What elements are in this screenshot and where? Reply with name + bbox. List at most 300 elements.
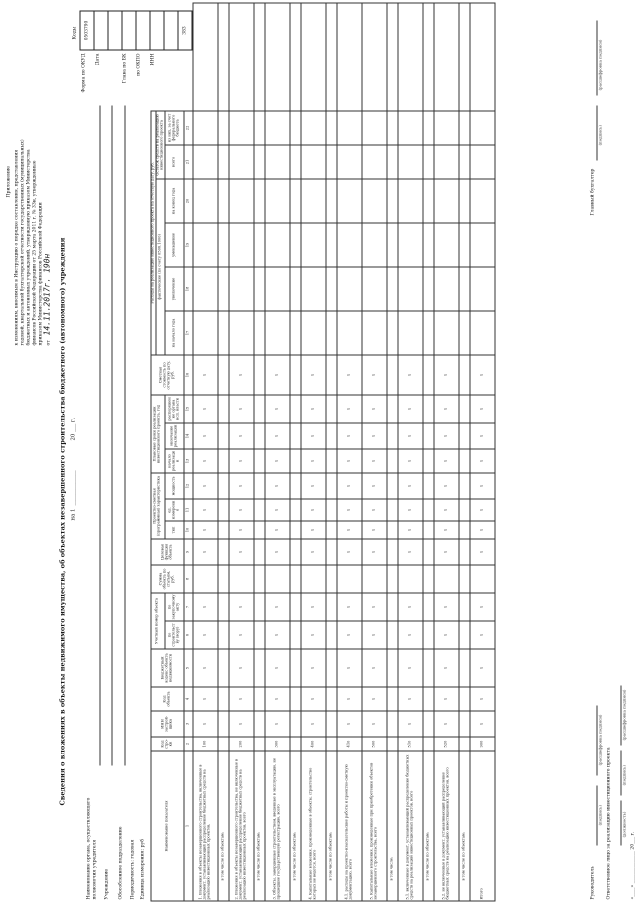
row-value-cell[interactable] (325, 711, 336, 737)
row-value-cell[interactable]: x (300, 499, 325, 521)
row-value-cell[interactable]: x (469, 354, 494, 394)
row-value-cell[interactable] (458, 521, 469, 539)
row-value-cell[interactable] (217, 144, 228, 178)
row-value-cell[interactable]: x (264, 448, 289, 472)
row-value-cell[interactable] (217, 394, 228, 422)
row-value-cell[interactable] (228, 266, 253, 310)
row-value-cell[interactable] (336, 110, 361, 144)
row-value-cell[interactable]: x (361, 472, 386, 498)
row-value-cell[interactable] (253, 621, 264, 649)
row-value-cell[interactable]: x (192, 448, 217, 472)
row-value-cell[interactable] (325, 266, 336, 310)
row-value-cell[interactable] (336, 3, 361, 111)
row-value-cell[interactable] (217, 472, 228, 498)
row-value-cell[interactable] (433, 178, 458, 222)
row-value-cell[interactable] (422, 310, 433, 354)
row-value-cell[interactable]: x (300, 539, 325, 565)
row-value-cell[interactable] (361, 178, 386, 222)
row-value-cell[interactable] (433, 222, 458, 266)
row-value-cell[interactable] (264, 144, 289, 178)
row-value-cell[interactable] (289, 711, 300, 737)
row-value-cell[interactable] (228, 3, 253, 111)
row-value-cell[interactable] (422, 422, 433, 448)
row-value-cell[interactable] (264, 178, 289, 222)
row-value-cell[interactable]: x (361, 687, 386, 711)
row-value-cell[interactable]: x (397, 521, 422, 539)
row-value-cell[interactable]: x (228, 687, 253, 711)
row-value-cell[interactable] (469, 222, 494, 266)
row-value-cell[interactable]: x (469, 649, 494, 687)
row-value-cell[interactable] (289, 687, 300, 711)
row-value-cell[interactable]: x (300, 422, 325, 448)
row-value-cell[interactable] (325, 110, 336, 144)
row-value-cell[interactable] (289, 178, 300, 222)
row-value-cell[interactable] (253, 448, 264, 472)
row-value-cell[interactable]: x (264, 621, 289, 649)
code-value-cell[interactable] (122, 11, 136, 50)
row-value-cell[interactable] (253, 110, 264, 144)
row-value-cell[interactable]: x (336, 521, 361, 539)
row-value-cell[interactable] (422, 649, 433, 687)
row-value-cell[interactable]: x (397, 422, 422, 448)
row-value-cell[interactable] (253, 266, 264, 310)
row-value-cell[interactable] (422, 394, 433, 422)
row-value-cell[interactable] (386, 222, 397, 266)
row-value-cell[interactable]: x (300, 711, 325, 737)
row-value-cell[interactable] (458, 110, 469, 144)
row-value-cell[interactable]: x (228, 422, 253, 448)
row-value-cell[interactable] (253, 310, 264, 354)
row-value-cell[interactable]: x (264, 354, 289, 394)
row-value-cell[interactable]: x (433, 649, 458, 687)
row-value-cell[interactable]: x (228, 711, 253, 737)
row-value-cell[interactable]: x (336, 472, 361, 498)
row-value-cell[interactable] (289, 448, 300, 472)
row-value-cell[interactable] (386, 593, 397, 621)
row-value-cell[interactable]: x (192, 649, 217, 687)
row-value-cell[interactable]: x (336, 621, 361, 649)
row-value-cell[interactable]: x (228, 539, 253, 565)
row-value-cell[interactable] (192, 110, 217, 144)
row-value-cell[interactable]: x (336, 711, 361, 737)
row-value-cell[interactable] (469, 178, 494, 222)
row-value-cell[interactable] (192, 178, 217, 222)
row-value-cell[interactable]: x (469, 448, 494, 472)
row-value-cell[interactable]: x (228, 649, 253, 687)
row-value-cell[interactable] (386, 310, 397, 354)
row-value-cell[interactable]: x (397, 687, 422, 711)
row-value-cell[interactable] (264, 110, 289, 144)
row-value-cell[interactable] (361, 110, 386, 144)
row-value-cell[interactable]: x (336, 499, 361, 521)
row-value-cell[interactable] (325, 310, 336, 354)
row-value-cell[interactable] (325, 422, 336, 448)
row-value-cell[interactable] (469, 565, 494, 593)
row-value-cell[interactable]: x (361, 711, 386, 737)
row-value-cell[interactable] (422, 621, 433, 649)
row-value-cell[interactable] (361, 222, 386, 266)
row-value-cell[interactable] (458, 144, 469, 178)
row-value-cell[interactable]: x (469, 394, 494, 422)
row-value-cell[interactable] (217, 711, 228, 737)
row-value-cell[interactable] (217, 422, 228, 448)
code-value-cell[interactable] (136, 11, 150, 50)
row-value-cell[interactable]: x (336, 593, 361, 621)
row-value-cell[interactable]: x (336, 649, 361, 687)
row-value-cell[interactable] (217, 649, 228, 687)
row-value-cell[interactable] (217, 593, 228, 621)
row-value-cell[interactable] (397, 266, 422, 310)
row-value-cell[interactable] (422, 687, 433, 711)
row-value-cell[interactable]: x (397, 649, 422, 687)
row-value-cell[interactable]: x (228, 499, 253, 521)
row-value-cell[interactable] (192, 266, 217, 310)
row-value-cell[interactable]: x (397, 711, 422, 737)
row-value-cell[interactable]: x (336, 448, 361, 472)
row-value-cell[interactable] (397, 3, 422, 111)
row-value-cell[interactable]: x (397, 354, 422, 394)
row-value-cell[interactable] (217, 448, 228, 472)
row-value-cell[interactable] (228, 110, 253, 144)
row-value-cell[interactable]: x (192, 422, 217, 448)
row-value-cell[interactable] (458, 422, 469, 448)
row-value-cell[interactable]: x (300, 649, 325, 687)
row-value-cell[interactable]: x (433, 448, 458, 472)
row-value-cell[interactable] (386, 178, 397, 222)
row-value-cell[interactable]: x (264, 711, 289, 737)
row-value-cell[interactable] (458, 593, 469, 621)
row-value-cell[interactable] (325, 593, 336, 621)
row-value-cell[interactable] (386, 448, 397, 472)
row-value-cell[interactable]: x (361, 448, 386, 472)
row-value-cell[interactable] (300, 266, 325, 310)
row-value-cell[interactable]: x (336, 539, 361, 565)
row-value-cell[interactable] (458, 178, 469, 222)
row-value-cell[interactable]: x (264, 499, 289, 521)
row-value-cell[interactable] (433, 110, 458, 144)
row-value-cell[interactable] (300, 222, 325, 266)
row-value-cell[interactable] (253, 222, 264, 266)
row-value-cell[interactable] (386, 649, 397, 687)
row-value-cell[interactable]: x (433, 499, 458, 521)
row-value-cell[interactable] (336, 222, 361, 266)
row-value-cell[interactable] (325, 539, 336, 565)
row-value-cell[interactable] (300, 178, 325, 222)
row-value-cell[interactable]: x (361, 539, 386, 565)
row-value-cell[interactable] (217, 621, 228, 649)
row-value-cell[interactable] (433, 565, 458, 593)
row-value-cell[interactable]: x (264, 539, 289, 565)
row-value-cell[interactable]: x (397, 472, 422, 498)
row-value-cell[interactable] (325, 472, 336, 498)
row-value-cell[interactable] (192, 222, 217, 266)
row-value-cell[interactable]: x (300, 472, 325, 498)
row-value-cell[interactable] (458, 621, 469, 649)
row-value-cell[interactable] (300, 310, 325, 354)
row-value-cell[interactable] (253, 499, 264, 521)
row-value-cell[interactable]: x (300, 394, 325, 422)
row-value-cell[interactable]: x (397, 539, 422, 565)
row-value-cell[interactable] (458, 394, 469, 422)
row-value-cell[interactable] (386, 266, 397, 310)
row-value-cell[interactable] (361, 144, 386, 178)
row-value-cell[interactable] (386, 565, 397, 593)
row-value-cell[interactable] (289, 649, 300, 687)
row-value-cell[interactable] (217, 3, 228, 111)
row-value-cell[interactable] (361, 310, 386, 354)
row-value-cell[interactable] (228, 178, 253, 222)
row-value-cell[interactable] (264, 310, 289, 354)
row-value-cell[interactable] (289, 354, 300, 394)
row-value-cell[interactable] (325, 521, 336, 539)
row-value-cell[interactable]: x (228, 394, 253, 422)
row-value-cell[interactable] (253, 422, 264, 448)
row-value-cell[interactable] (289, 422, 300, 448)
row-value-cell[interactable] (253, 472, 264, 498)
row-value-cell[interactable] (458, 499, 469, 521)
header-field-line[interactable] (124, 105, 125, 765)
row-value-cell[interactable]: x (469, 499, 494, 521)
row-value-cell[interactable]: x (361, 649, 386, 687)
row-value-cell[interactable]: x (469, 593, 494, 621)
row-value-cell[interactable] (422, 521, 433, 539)
row-value-cell[interactable] (217, 521, 228, 539)
row-value-cell[interactable] (336, 266, 361, 310)
row-value-cell[interactable]: x (361, 521, 386, 539)
row-value-cell[interactable] (217, 499, 228, 521)
row-value-cell[interactable]: x (433, 593, 458, 621)
row-value-cell[interactable] (253, 354, 264, 394)
row-value-cell[interactable] (361, 565, 386, 593)
row-value-cell[interactable] (386, 621, 397, 649)
row-value-cell[interactable] (422, 593, 433, 621)
row-value-cell[interactable]: x (361, 422, 386, 448)
row-value-cell[interactable] (228, 565, 253, 593)
row-value-cell[interactable]: x (361, 621, 386, 649)
row-value-cell[interactable] (325, 448, 336, 472)
row-value-cell[interactable] (458, 266, 469, 310)
row-value-cell[interactable] (458, 711, 469, 737)
header-field-line[interactable] (99, 105, 100, 765)
row-value-cell[interactable]: x (469, 687, 494, 711)
row-value-cell[interactable]: x (228, 621, 253, 649)
row-value-cell[interactable] (422, 144, 433, 178)
row-value-cell[interactable] (469, 266, 494, 310)
row-value-cell[interactable]: x (300, 621, 325, 649)
row-value-cell[interactable] (422, 711, 433, 737)
row-value-cell[interactable]: x (192, 499, 217, 521)
code-value-cell[interactable] (94, 11, 108, 50)
row-value-cell[interactable] (325, 3, 336, 111)
row-value-cell[interactable] (386, 499, 397, 521)
row-value-cell[interactable] (433, 266, 458, 310)
row-value-cell[interactable] (433, 144, 458, 178)
row-value-cell[interactable]: x (361, 499, 386, 521)
row-value-cell[interactable] (397, 110, 422, 144)
row-value-cell[interactable]: x (300, 354, 325, 394)
row-value-cell[interactable]: x (397, 593, 422, 621)
row-value-cell[interactable] (217, 354, 228, 394)
row-value-cell[interactable] (422, 472, 433, 498)
row-value-cell[interactable] (336, 144, 361, 178)
row-value-cell[interactable] (192, 144, 217, 178)
row-value-cell[interactable] (386, 144, 397, 178)
code-value-cell[interactable]: 383 (178, 11, 192, 50)
row-value-cell[interactable] (289, 521, 300, 539)
row-value-cell[interactable] (228, 144, 253, 178)
row-value-cell[interactable] (458, 3, 469, 111)
row-value-cell[interactable] (289, 499, 300, 521)
row-value-cell[interactable]: x (433, 711, 458, 737)
row-value-cell[interactable]: x (433, 422, 458, 448)
row-value-cell[interactable] (433, 310, 458, 354)
header-field-line[interactable] (111, 105, 112, 765)
row-value-cell[interactable] (336, 178, 361, 222)
row-value-cell[interactable]: x (264, 593, 289, 621)
row-value-cell[interactable] (458, 649, 469, 687)
row-value-cell[interactable]: x (336, 394, 361, 422)
row-value-cell[interactable]: x (228, 593, 253, 621)
row-value-cell[interactable]: x (469, 621, 494, 649)
row-value-cell[interactable] (397, 310, 422, 354)
row-value-cell[interactable] (325, 565, 336, 593)
row-value-cell[interactable]: x (469, 422, 494, 448)
row-value-cell[interactable] (386, 354, 397, 394)
row-value-cell[interactable]: x (192, 621, 217, 649)
row-value-cell[interactable] (253, 565, 264, 593)
row-value-cell[interactable] (289, 222, 300, 266)
row-value-cell[interactable] (253, 539, 264, 565)
row-value-cell[interactable]: x (264, 472, 289, 498)
row-value-cell[interactable] (289, 539, 300, 565)
row-value-cell[interactable] (217, 687, 228, 711)
row-value-cell[interactable] (325, 394, 336, 422)
row-value-cell[interactable] (217, 266, 228, 310)
row-value-cell[interactable]: x (433, 472, 458, 498)
row-value-cell[interactable] (289, 3, 300, 111)
row-value-cell[interactable] (458, 539, 469, 565)
row-value-cell[interactable] (217, 110, 228, 144)
row-value-cell[interactable] (386, 3, 397, 111)
row-value-cell[interactable]: x (336, 687, 361, 711)
row-value-cell[interactable]: x (433, 621, 458, 649)
row-value-cell[interactable] (228, 310, 253, 354)
row-value-cell[interactable]: x (192, 354, 217, 394)
row-value-cell[interactable]: x (192, 539, 217, 565)
code-value-cell[interactable]: 0503790 (80, 11, 94, 50)
row-value-cell[interactable]: x (433, 521, 458, 539)
row-value-cell[interactable] (300, 3, 325, 111)
row-value-cell[interactable] (325, 687, 336, 711)
row-value-cell[interactable] (264, 222, 289, 266)
row-value-cell[interactable] (289, 110, 300, 144)
row-value-cell[interactable] (386, 394, 397, 422)
row-value-cell[interactable] (422, 266, 433, 310)
row-value-cell[interactable] (422, 565, 433, 593)
row-value-cell[interactable] (386, 422, 397, 448)
row-value-cell[interactable] (433, 3, 458, 111)
row-value-cell[interactable] (469, 310, 494, 354)
row-value-cell[interactable] (289, 144, 300, 178)
row-value-cell[interactable] (336, 310, 361, 354)
row-value-cell[interactable]: x (397, 621, 422, 649)
row-value-cell[interactable]: x (192, 593, 217, 621)
row-value-cell[interactable]: x (228, 472, 253, 498)
row-value-cell[interactable]: x (469, 472, 494, 498)
row-value-cell[interactable] (422, 499, 433, 521)
row-value-cell[interactable] (422, 448, 433, 472)
row-value-cell[interactable] (192, 565, 217, 593)
row-value-cell[interactable] (300, 565, 325, 593)
row-value-cell[interactable] (325, 144, 336, 178)
row-value-cell[interactable] (217, 539, 228, 565)
row-value-cell[interactable] (264, 266, 289, 310)
row-value-cell[interactable]: x (192, 472, 217, 498)
row-value-cell[interactable] (397, 144, 422, 178)
row-value-cell[interactable] (397, 222, 422, 266)
row-value-cell[interactable]: x (264, 394, 289, 422)
row-value-cell[interactable]: x (361, 394, 386, 422)
row-value-cell[interactable]: x (228, 448, 253, 472)
row-value-cell[interactable]: x (300, 448, 325, 472)
row-value-cell[interactable]: x (336, 422, 361, 448)
row-value-cell[interactable] (289, 593, 300, 621)
row-value-cell[interactable] (217, 310, 228, 354)
row-value-cell[interactable] (253, 3, 264, 111)
row-value-cell[interactable] (336, 565, 361, 593)
row-value-cell[interactable] (325, 649, 336, 687)
row-value-cell[interactable] (422, 110, 433, 144)
row-value-cell[interactable]: x (469, 539, 494, 565)
row-value-cell[interactable]: x (228, 354, 253, 394)
row-value-cell[interactable] (458, 565, 469, 593)
row-value-cell[interactable] (386, 539, 397, 565)
row-value-cell[interactable] (361, 3, 386, 111)
row-value-cell[interactable]: x (397, 499, 422, 521)
row-value-cell[interactable] (192, 3, 217, 111)
row-value-cell[interactable] (458, 448, 469, 472)
row-value-cell[interactable] (253, 394, 264, 422)
row-value-cell[interactable] (458, 472, 469, 498)
row-value-cell[interactable]: x (433, 539, 458, 565)
row-value-cell[interactable]: x (264, 687, 289, 711)
row-value-cell[interactable] (386, 687, 397, 711)
row-value-cell[interactable] (325, 354, 336, 394)
row-value-cell[interactable] (192, 310, 217, 354)
row-value-cell[interactable] (289, 394, 300, 422)
row-value-cell[interactable] (458, 222, 469, 266)
row-value-cell[interactable]: x (264, 649, 289, 687)
row-value-cell[interactable]: x (361, 354, 386, 394)
row-value-cell[interactable] (253, 593, 264, 621)
row-value-cell[interactable] (325, 621, 336, 649)
row-value-cell[interactable] (289, 472, 300, 498)
row-value-cell[interactable] (422, 178, 433, 222)
row-value-cell[interactable] (253, 178, 264, 222)
row-value-cell[interactable] (264, 3, 289, 111)
row-value-cell[interactable]: x (192, 687, 217, 711)
row-value-cell[interactable] (289, 310, 300, 354)
code-value-cell[interactable] (108, 11, 122, 50)
row-value-cell[interactable]: x (433, 687, 458, 711)
row-value-cell[interactable]: x (192, 521, 217, 539)
row-value-cell[interactable] (253, 521, 264, 539)
row-value-cell[interactable]: x (361, 593, 386, 621)
row-value-cell[interactable] (458, 687, 469, 711)
row-value-cell[interactable]: x (469, 711, 494, 737)
row-value-cell[interactable] (325, 499, 336, 521)
row-value-cell[interactable] (386, 711, 397, 737)
